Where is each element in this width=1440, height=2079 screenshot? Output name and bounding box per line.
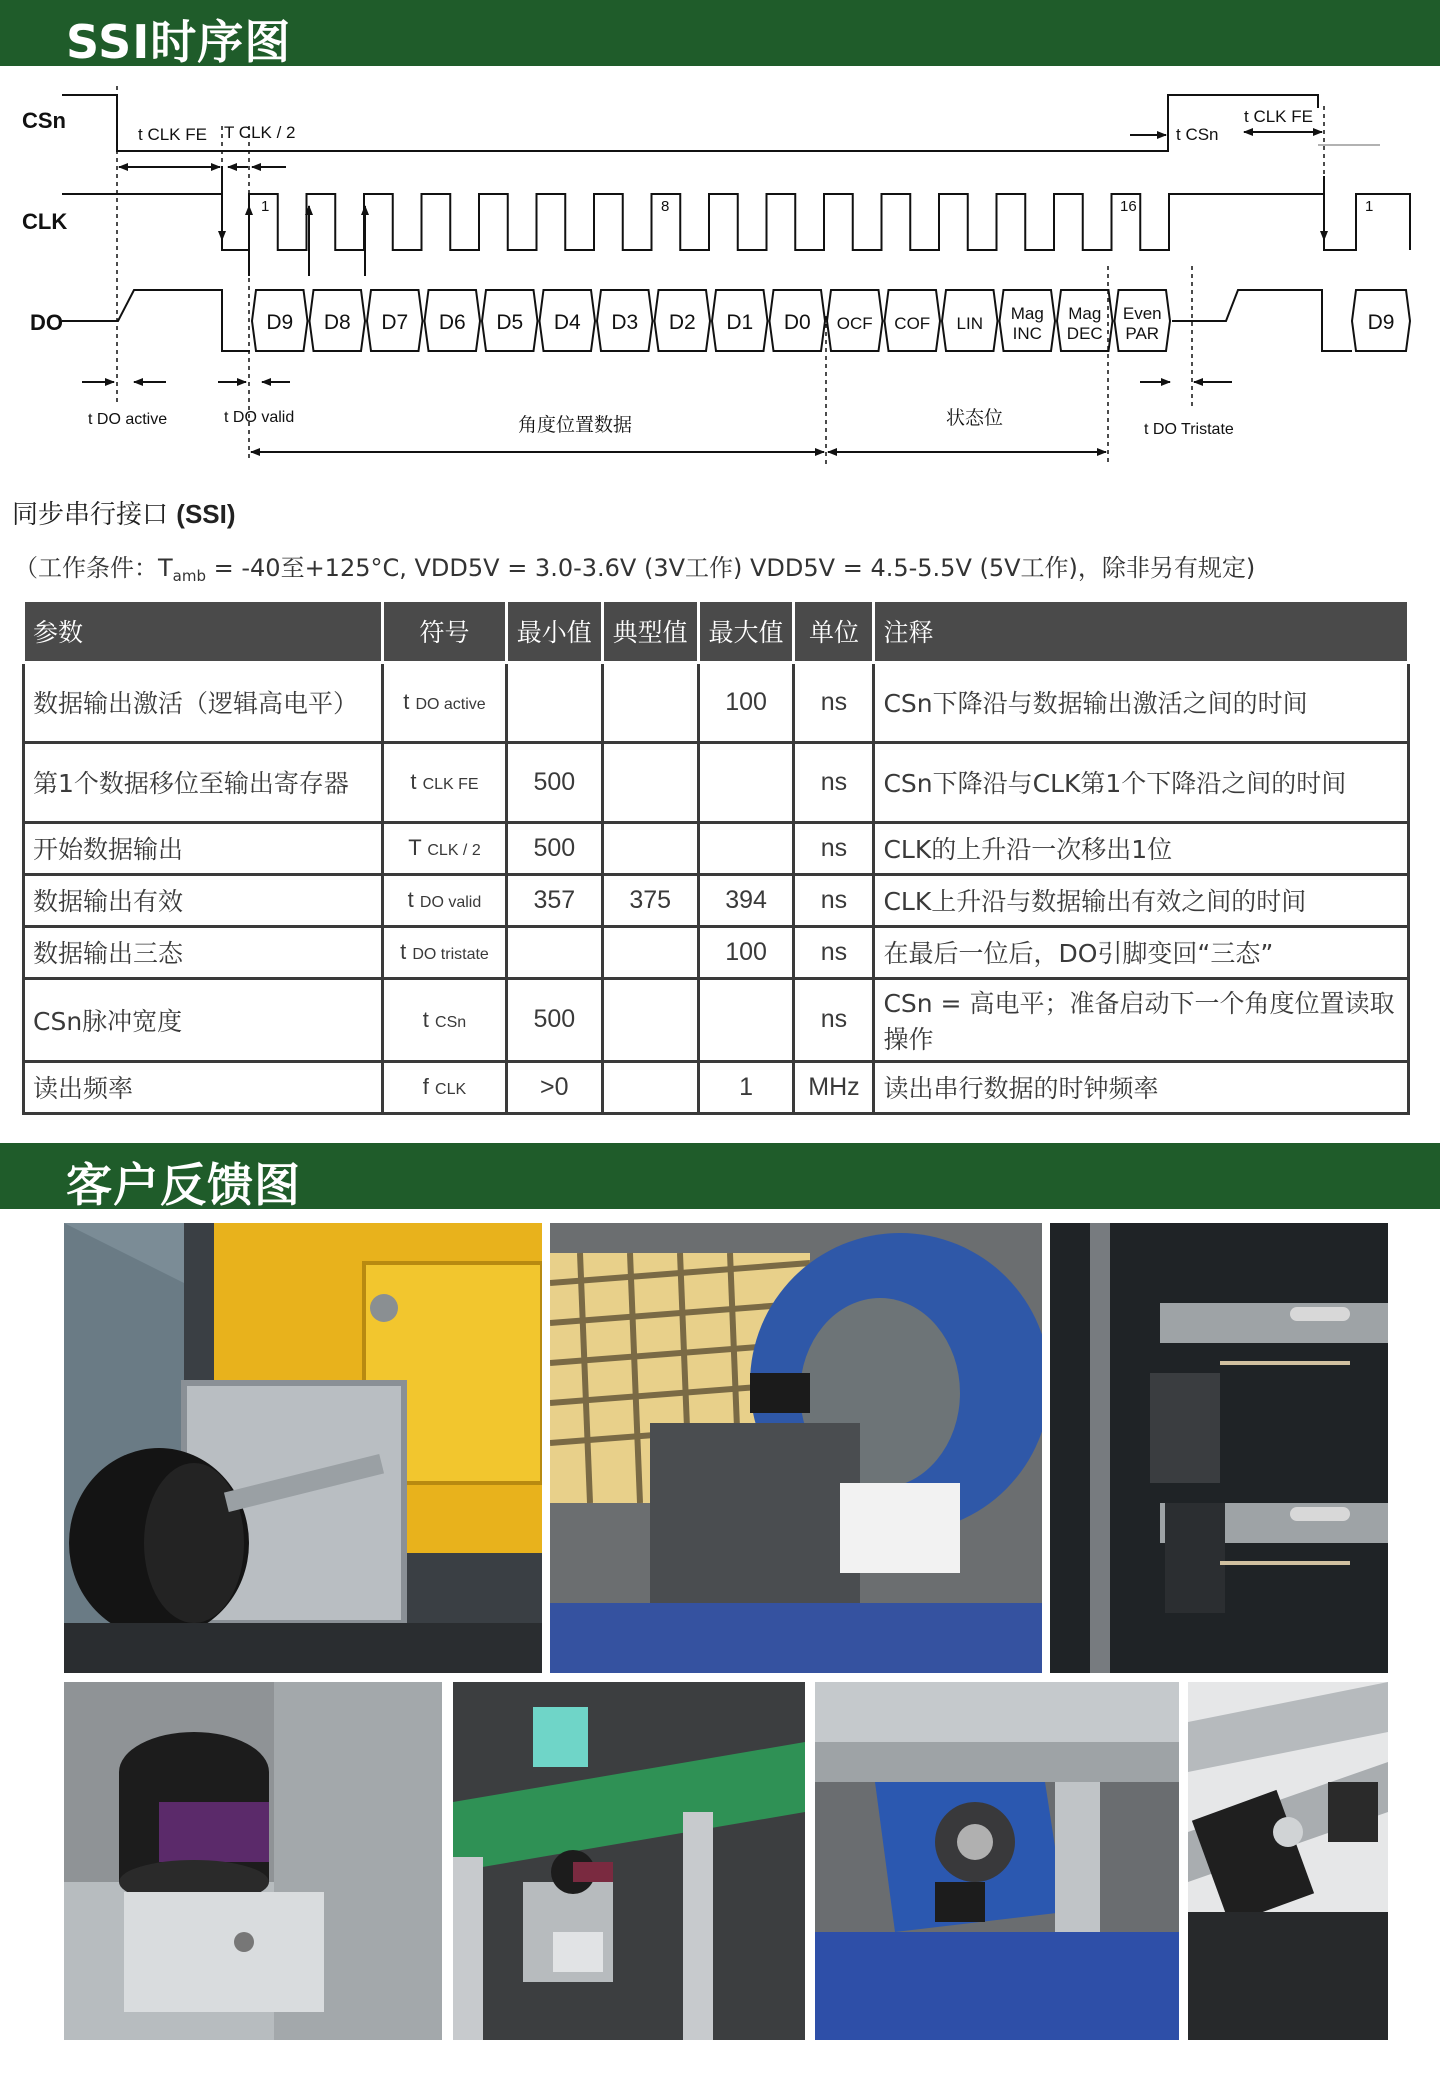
range-status-label: 状态位 <box>946 408 1004 429</box>
symbol-main: t <box>407 887 414 912</box>
table-body <box>24 662 1409 1113</box>
cell-min: 500 <box>506 822 602 874</box>
do-tail <box>1172 290 1352 351</box>
table-row <box>24 874 1409 926</box>
label-t-do-valid: t DO valid <box>224 409 295 426</box>
cell-param: 读出频率 <box>24 1061 383 1113</box>
table-row <box>24 1061 1409 1113</box>
do-bit-cell <box>1000 290 1056 351</box>
cell-typ <box>602 926 698 978</box>
cell-max: 394 <box>698 874 794 926</box>
clock-marker-16: 16 <box>1120 198 1137 215</box>
signal-label-do: DO <box>30 310 63 335</box>
photo-dark-gear-rack-encoder <box>1050 1223 1388 1673</box>
cell-symbol <box>383 926 507 978</box>
section-banner-feedback <box>0 1143 1440 1212</box>
photo-green-conveyor-encoder <box>453 1682 805 2040</box>
cell-min: 500 <box>506 742 602 822</box>
header-max: 最大值 <box>698 602 794 662</box>
clock-marker-8: 8 <box>661 198 670 215</box>
symbol-sub: CLK <box>435 1081 467 1098</box>
header-typ: 典型值 <box>602 602 698 662</box>
cell-typ <box>602 662 698 742</box>
cell-note: CSn下降沿与数据输出激活之间的时间 <box>874 662 1409 742</box>
cell-max: 1 <box>698 1061 794 1113</box>
do-bit-label: Mag DEC <box>1066 304 1103 343</box>
cell-unit: ns <box>794 926 874 978</box>
do-bit-label: Even PAR <box>1122 304 1162 343</box>
do-bit-cell <box>942 290 998 351</box>
cell-typ <box>602 742 698 822</box>
do-bit-cell <box>1115 290 1171 351</box>
table-row <box>24 662 1409 742</box>
ssi-parameters-table <box>22 602 1410 1115</box>
cell-min <box>506 662 602 742</box>
do-bit-label: D4 <box>553 311 581 334</box>
symbol-sub: CLK FE <box>422 776 479 793</box>
do-bit-cell <box>482 290 538 351</box>
do-bit-label: OCF <box>836 314 873 333</box>
signal-label-csn: CSn <box>22 108 66 133</box>
cell-typ: 375 <box>602 874 698 926</box>
do-preamble <box>62 290 250 351</box>
symbol-sub: DO valid <box>419 894 482 911</box>
ssi-timing-diagram <box>0 66 1440 486</box>
symbol-sub: DO active <box>415 696 486 713</box>
cell-param: 数据输出激活（逻辑高电平） <box>24 662 383 742</box>
clock-marker-1: 1 <box>261 198 270 215</box>
cell-param: 数据输出有效 <box>24 874 383 926</box>
do-bit-label: Mag INC <box>1010 304 1044 343</box>
do-end-bit-label: D9 <box>1367 311 1395 334</box>
range-angle-label: 角度位置数据 <box>518 415 633 436</box>
cell-param: CSn脉冲宽度 <box>24 978 383 1061</box>
conditions-rest: = -40至+125°C, VDD5V = 3.0-3.6V (3V工作) VDD5V = 4.5-5.5V (5V工作)，除非另有规定) <box>206 554 1256 582</box>
cell-note: 读出串行数据的时钟频率 <box>874 1061 1409 1113</box>
cell-min <box>506 926 602 978</box>
do-bit-cell <box>655 290 711 351</box>
cell-note: CLK上升沿与数据输出有效之间的时间 <box>874 874 1409 926</box>
header-symbol: 符号 <box>383 602 507 662</box>
do-bit-cell <box>770 290 826 351</box>
do-bit-cell <box>540 290 596 351</box>
label-t-clk-fe-end: t CLK FE <box>1244 107 1313 126</box>
cell-note: CLK的上升沿一次移出1位 <box>874 822 1409 874</box>
do-bit-label: D1 <box>726 311 754 334</box>
cell-note: 在最后一位后，DO引脚变回“三态” <box>874 926 1409 978</box>
symbol-sub: CLK / 2 <box>427 842 481 859</box>
symbol-main: t <box>422 1006 429 1032</box>
do-bit-label: D8 <box>323 311 351 334</box>
symbol-main: T <box>408 835 422 860</box>
symbol-main: f <box>422 1074 429 1099</box>
cell-symbol <box>383 978 507 1061</box>
do-bit-cell <box>310 290 366 351</box>
cell-typ <box>602 822 698 874</box>
cell-unit: ns <box>794 874 874 926</box>
photo-blue-worm-gear-encoder <box>815 1682 1179 2040</box>
cell-param: 数据输出三态 <box>24 926 383 978</box>
do-end-bit <box>1352 290 1410 351</box>
symbol-sub: CSn <box>435 1013 467 1031</box>
operating-conditions <box>14 548 1255 585</box>
ssi-heading-abbr: (SSI) <box>176 499 236 529</box>
cell-max: 100 <box>698 926 794 978</box>
do-bit-label: D3 <box>611 311 639 334</box>
symbol-main: t <box>403 689 410 714</box>
conditions-sub: amb <box>172 567 206 585</box>
cell-unit: ns <box>794 822 874 874</box>
do-bit-label: D2 <box>668 311 696 334</box>
table-header-row <box>24 602 1409 662</box>
do-bit-cell <box>425 290 481 351</box>
do-bit-cell <box>712 290 768 351</box>
table-row <box>24 822 1409 874</box>
do-bit-label: D6 <box>438 311 466 334</box>
do-bit-cell <box>367 290 423 351</box>
cell-unit: ns <box>794 978 874 1061</box>
cell-symbol <box>383 822 507 874</box>
cell-symbol <box>383 1061 507 1113</box>
cell-min: >0 <box>506 1061 602 1113</box>
cell-symbol <box>383 662 507 742</box>
symbol-sub: DO tristate <box>412 946 489 963</box>
cell-max <box>698 978 794 1061</box>
do-bit-label: D5 <box>496 311 524 334</box>
signal-label-clk: CLK <box>22 209 68 234</box>
cell-min: 357 <box>506 874 602 926</box>
table-row <box>24 742 1409 822</box>
do-bit-label: D7 <box>381 311 409 334</box>
table-row <box>24 978 1409 1061</box>
cell-max <box>698 822 794 874</box>
do-bit-cell <box>885 290 941 351</box>
do-bit-cell <box>597 290 653 351</box>
conditions-prefix: （工作条件：T <box>14 554 173 582</box>
cell-param: 第1个数据移位至输出寄存器 <box>24 742 383 822</box>
cell-typ <box>602 1061 698 1113</box>
do-bit-label: COF <box>894 314 931 333</box>
ssi-heading <box>12 494 236 531</box>
label-t-do-tristate: t DO Tristate <box>1144 421 1234 438</box>
do-waveform <box>62 290 1410 351</box>
cell-unit: ns <box>794 662 874 742</box>
header-param: 参数 <box>24 602 383 662</box>
section-banner-timing <box>0 0 1440 69</box>
clock-marker-1-end: 1 <box>1365 198 1374 215</box>
photo-aluminum-frame-encoder <box>1188 1682 1388 2040</box>
cell-param: 开始数据输出 <box>24 822 383 874</box>
header-unit: 单位 <box>794 602 874 662</box>
do-bit-label: LIN <box>956 314 983 333</box>
cell-note: CSn = 高电平；准备启动下一个角度位置读取操作 <box>874 978 1409 1061</box>
label-t-clk-fe: t CLK FE <box>138 125 207 144</box>
do-bit-cell <box>252 290 308 351</box>
cell-max: 100 <box>698 662 794 742</box>
do-bit-label: D9 <box>266 311 294 334</box>
cell-symbol <box>383 874 507 926</box>
do-bit-cell <box>1057 290 1113 351</box>
header-min: 最小值 <box>506 602 602 662</box>
cell-min: 500 <box>506 978 602 1061</box>
ssi-heading-cn: 同步串行接口 <box>12 500 169 530</box>
label-t-csn: t CSn <box>1176 125 1219 144</box>
section-title-feedback: 客户反馈图 <box>66 1158 301 1212</box>
cell-note: CSn下降沿与CLK第1个下降沿之间的时间 <box>874 742 1409 822</box>
symbol-main: t <box>410 769 417 794</box>
do-bit-cell <box>827 290 883 351</box>
section-title: SSI时序图 <box>66 15 292 69</box>
do-bit-label: D0 <box>783 311 811 334</box>
label-t-clk-half: T CLK / 2 <box>224 123 296 142</box>
cell-unit: ns <box>794 742 874 822</box>
label-t-do-active: t DO active <box>88 411 168 428</box>
photo-yellow-machine-encoder <box>64 1223 542 1673</box>
cell-max <box>698 742 794 822</box>
cell-symbol <box>383 742 507 822</box>
cell-unit: MHz <box>794 1061 874 1113</box>
header-note: 注释 <box>874 602 1409 662</box>
symbol-main: t <box>400 939 407 964</box>
photo-gearbox-encoder <box>64 1682 442 2040</box>
cell-typ <box>602 978 698 1061</box>
photo-blue-motor-encoder <box>550 1223 1042 1673</box>
table-row <box>24 926 1409 978</box>
